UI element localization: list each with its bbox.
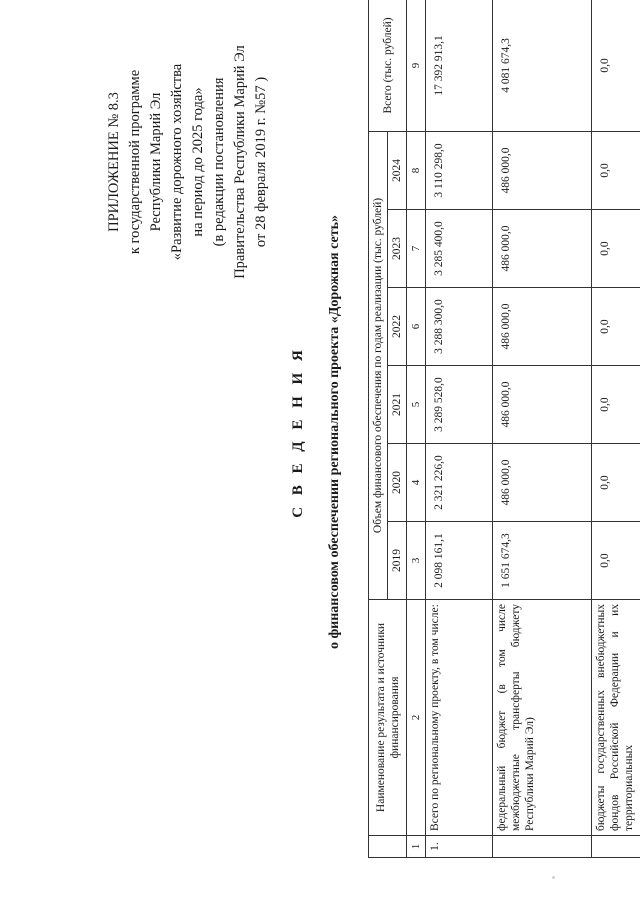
row-value: 0,0 (592, 131, 640, 209)
row-total: 4 081 674,3 (493, 0, 592, 131)
document-title: С В Е Д Е Н И Я (290, 346, 306, 518)
column-number-row (407, 0, 426, 858)
row-value: 486 000,0 (493, 366, 592, 444)
row-total: 17 392 913,1 (426, 0, 493, 131)
approval-line: Республики Марий Эл (148, 92, 164, 232)
row-index (493, 836, 592, 858)
approval-line: (в редакции постановления (211, 77, 227, 247)
row-value: 3 288 300,0 (426, 288, 493, 366)
table-row (493, 0, 592, 858)
row-index (592, 836, 640, 858)
column-number: 6 (407, 288, 426, 366)
table-row (592, 0, 640, 858)
header-year: 2023 (388, 210, 407, 288)
row-value: 0,0 (592, 444, 640, 522)
row-value: 0,0 (592, 522, 640, 600)
row-value: 486 000,0 (493, 288, 592, 366)
scan-speck (552, 876, 555, 879)
financing-table (368, 0, 640, 858)
header-volume: Объем финансового обеспечения по годам реализации (тыс. рублей) (369, 131, 388, 599)
header-name: Наименование результата и источники финансирования (369, 600, 407, 836)
approval-line: к государственной программе (127, 69, 143, 255)
row-value: 0,0 (592, 288, 640, 366)
row-total: 0,0 (592, 0, 640, 131)
approval-line: «Развитие дорожного хозяйства (169, 63, 185, 261)
header-total: Всего (тыс. рублей) (369, 0, 407, 131)
row-name: Всего по региональному проекту, в том числе: (426, 600, 493, 836)
approval-line: Правительства Республики Марий Эл (232, 45, 248, 279)
row-value: 3 289 528,0 (426, 366, 493, 444)
header-year: 2022 (388, 288, 407, 366)
header-index (369, 836, 407, 858)
row-index: 1. (426, 836, 493, 858)
row-value: 0,0 (592, 366, 640, 444)
row-name: федеральный бюджет (в том числе межбюджетные трансферты бюджету Республики Марий Эл) (493, 600, 592, 836)
row-value: 486 000,0 (493, 444, 592, 522)
row-value: 3 110 298,0 (426, 131, 493, 209)
column-number: 4 (407, 444, 426, 522)
column-number: 5 (407, 366, 426, 444)
row-value: 0,0 (592, 210, 640, 288)
approval-line: на период до 2025 года» (190, 87, 206, 237)
approval-line: ПРИЛОЖЕНИЕ № 8.3 (106, 92, 122, 232)
column-number: 8 (407, 131, 426, 209)
document-subtitle: о финансовом обеспечении регионального проекта «Дорожная сеть» (327, 215, 342, 650)
row-value: 3 285 400,0 (426, 210, 493, 288)
row-value: 486 000,0 (493, 210, 592, 288)
column-number: 9 (407, 0, 426, 131)
header-year: 2024 (388, 131, 407, 209)
column-number: 7 (407, 210, 426, 288)
row-name: бюджеты государственных внебюджетных фондов Российской Федерации и их территориальных (592, 600, 640, 836)
header-year: 2020 (388, 444, 407, 522)
header-year: 2019 (388, 522, 407, 600)
row-value: 2 098 161,1 (426, 522, 493, 600)
header-year: 2021 (388, 366, 407, 444)
column-number: 2 (407, 600, 426, 836)
table-row (426, 0, 493, 858)
approval-line: от 28 февраля 2019 г. №57 ) (253, 76, 269, 248)
row-value: 486 000,0 (493, 131, 592, 209)
column-number: 3 (407, 522, 426, 600)
column-number: 1 (407, 836, 426, 858)
row-value: 2 321 226,0 (426, 444, 493, 522)
row-value: 1 651 674,3 (493, 522, 592, 600)
approval-block (104, 2, 272, 322)
